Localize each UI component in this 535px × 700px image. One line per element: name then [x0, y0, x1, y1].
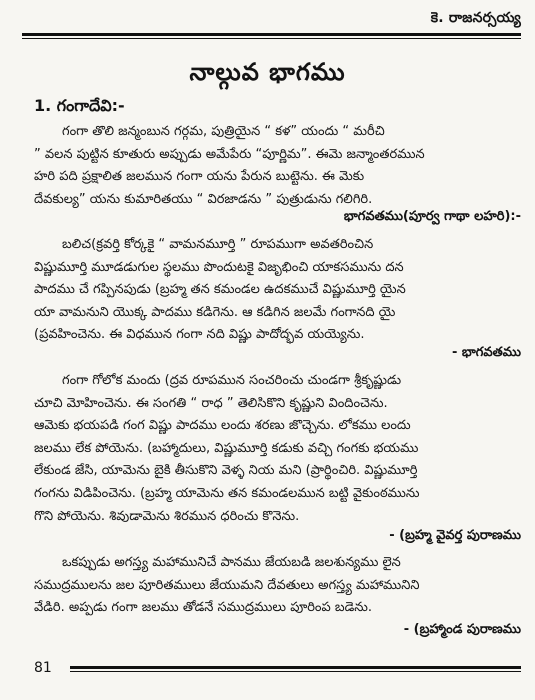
section-heading: 1. గంగాదేవి:- [34, 96, 125, 115]
paragraph-line: గంగను విడిపించెను. (బ్రహ్మ యామెను తన కమండలమున బట్టి వైకుంఠమును [34, 485, 420, 501]
paragraph-line: విష్ణుమూర్తి మూడడుగుల స్థలము పొందుటకై విజృభించి యాకసమును దన [34, 259, 404, 275]
header-rule-thick [22, 33, 521, 36]
paragraph-line: దేవకుల్య” యను కుమారితయు “ విరజాడను ” పుత్రుడును గలిగిరి. [34, 191, 373, 207]
paragraph-line: ఆమెకు భయపడి గంగ విష్ణు పాదము లందు శరణు జొచ్చెను. లోకము లందు [34, 418, 411, 434]
paragraph-line: హరి పది ప్రక్షాలిత జలమున గంగా యను పేరున బుట్టెను. ఈ మెకు [34, 169, 365, 185]
paragraph-line: జలము లేక పోయెను. (బహ్మాదులు, విష్ణుమూర్తి కడుకు వచ్చి గంగకు భయము [34, 440, 419, 456]
paragraph-line: ఒకప్పుడు అగస్త్య మహామునిచే పానము జేయబడి జలశున్యము లైన [62, 555, 401, 570]
paragraph-4 [34, 552, 522, 620]
paragraph-line: యా వామనుని యొక్క పాదము కడిగెను. ఆ కడిగిన జలమే గంగానది యై [34, 304, 396, 320]
paragraph-1 [34, 121, 522, 211]
paragraph-3 [34, 370, 522, 528]
source-citation: - భాగవతము [451, 345, 521, 360]
paragraph-line: సముద్రములను జల పూరితములు జేయుమని దేవతులు అగస్త్య మహామునిని [34, 577, 420, 593]
paragraph-line: చూచి మోహించెను. ఈ సంగతి “ రాధ ” తెలిసికొని కృష్ణుని విందించెను. [34, 395, 388, 411]
footer-rule-thick [70, 666, 521, 669]
paragraph-2 [34, 234, 522, 347]
chapter-title: నాల్గువ భాగము [189, 58, 346, 86]
paragraph-line: గొని పోయెను. శివుడామెను శిరమున ధరించు కొనెను. [34, 508, 300, 524]
source-citation: భాగవతము(పూర్వ గాథా లహరి):- [343, 209, 521, 224]
header-rule-thin [22, 38, 521, 39]
page-number: 81 [34, 660, 52, 676]
source-citation: - (బ్రహ్మ వైవర్త పురాణము [389, 528, 521, 543]
footer-rule-thin [70, 671, 521, 672]
paragraph-line: లేకుండ జేసి, యామెను బైకి తీసుకొని వెళ్ళ నియ మని (ప్రార్థించిరి. విష్ణుమూర్తి [34, 463, 418, 479]
paragraph-line: పాదము చే గప్పినపుడు (బ్రహ్మ తన కమండల ఉదకముచే విష్ణుమూర్తి యైన [34, 282, 406, 298]
paragraph-line: ” వలన పుట్టిన కూతురు అప్పుడు అమేపేరు “పూర్ణిమ”. ఈమె జన్మాంతరమున [34, 146, 425, 162]
paragraph-line: బలిచ(క్రవర్తి కోర్కకై “ వామనమూర్తి ” రూపముగా అవతరించిన [62, 237, 374, 252]
paragraph-line: గంగా గోలోక మందు (ద్రవ రూపమున సంచరించు చుండగా శ్రీకృష్ణుడు [62, 373, 402, 388]
paragraph-line: గంగా తొలి జన్మంబున గర్గమ, పుత్రియైన “ కళ” యందు “ మరీచి [62, 124, 385, 139]
paragraph-line: వేడిరి. అప్పడు గంగా జలము తోడనే సముద్రములు పూరింప బడెను. [34, 600, 373, 616]
paragraph-line: (ప్రవహించెను. ఈ విధమున గంగా నది విష్ణు పాదోద్భవ యయ్యెను. [34, 327, 365, 343]
header-author: కె. రాజనర్సయ్య [430, 10, 521, 26]
source-citation: - (బ్రహ్మాండ పురాణము [403, 622, 521, 637]
